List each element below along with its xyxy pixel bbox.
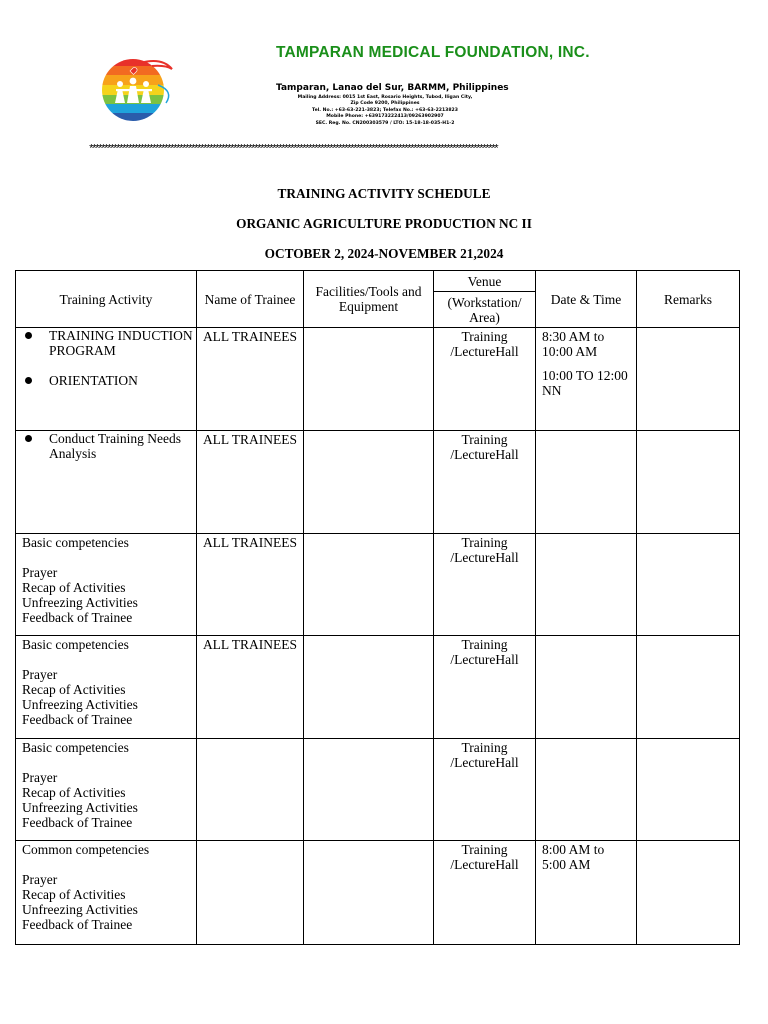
mailing-address: Mailing Address: 0015 1st East, Rosario Heights, Tubod, Iligan City, xyxy=(297,95,473,100)
table-row xyxy=(16,636,740,739)
remarks-cell xyxy=(637,534,740,636)
table-row xyxy=(16,328,740,431)
training-schedule-table xyxy=(15,270,740,945)
activity-item: Feedback of Trainee xyxy=(22,712,133,727)
facilities-cell xyxy=(304,431,434,534)
competency-title: Common competencies xyxy=(22,842,150,857)
telephone: Tel. No.: +63-63-221-3823; Telefax No.: +63-63-2213823 xyxy=(312,107,458,113)
document-title: TRAINING ACTIVITY SCHEDULE xyxy=(277,186,491,201)
date-time-entry: 8:30 AM to 10:00 AM xyxy=(542,329,605,359)
bullet-icon xyxy=(25,377,32,384)
activity-cell xyxy=(16,636,197,739)
activity-item: Prayer xyxy=(22,872,58,887)
date-time-cell xyxy=(536,328,637,431)
table-row xyxy=(16,841,740,945)
trainee-cell: ALL TRAINEES xyxy=(197,636,304,739)
date-time-cell xyxy=(536,841,637,945)
facilities-cell xyxy=(304,328,434,431)
header-venue-sub: (Workstation/ Area) xyxy=(434,292,536,328)
activity-item: Prayer xyxy=(22,770,58,785)
header-facilities: Facilities/Tools and Equipment xyxy=(304,271,434,328)
venue-cell: Training /LectureHall xyxy=(434,328,536,431)
trainee-cell xyxy=(197,841,304,945)
table-header-row xyxy=(16,271,740,292)
organization-contact-details xyxy=(280,95,490,127)
activity-item: Recap of Activities xyxy=(22,682,126,697)
venue-cell: Training /LectureHall xyxy=(434,841,536,945)
organization-address: Tamparan, Lanao del Sur, BARMM, Philippines xyxy=(276,83,509,93)
date-time-cell xyxy=(536,534,637,636)
header-remarks: Remarks xyxy=(637,271,740,328)
activity-cell xyxy=(16,328,197,431)
venue-cell: Training /LectureHall xyxy=(434,431,536,534)
facilities-cell xyxy=(304,739,434,841)
date-time-entry: 10:00 TO 12:00 NN xyxy=(542,368,628,398)
mobile-phone: Mobile Phone: +639173222413/09263902907 xyxy=(326,114,444,120)
table-row xyxy=(16,739,740,841)
competency-title: Basic competencies xyxy=(22,740,129,755)
activity-cell xyxy=(16,841,197,945)
remarks-cell xyxy=(637,739,740,841)
date-time-cell xyxy=(536,739,637,841)
activity-item: Prayer xyxy=(22,667,58,682)
activity-item: Unfreezing Activities xyxy=(22,595,138,610)
trainee-cell: ALL TRAINEES xyxy=(197,534,304,636)
header-venue: Venue xyxy=(434,271,536,292)
activity-cell xyxy=(16,739,197,841)
activity-item: Unfreezing Activities xyxy=(22,697,138,712)
remarks-cell xyxy=(637,328,740,431)
activity-item: Prayer xyxy=(22,565,58,580)
activity-item: Feedback of Trainee xyxy=(22,917,133,932)
venue-cell: Training /LectureHall xyxy=(434,739,536,841)
venue-cell: Training /LectureHall xyxy=(434,636,536,739)
activity-item: Unfreezing Activities xyxy=(22,902,138,917)
registration-number: SEC. Reg. No. CN200303579 / LTO: 15-18-18-035-H1-2 xyxy=(315,120,455,126)
list-item: ORIENTATION xyxy=(22,373,196,388)
remarks-cell xyxy=(637,841,740,945)
activity-item: Unfreezing Activities xyxy=(22,800,138,815)
facilities-cell xyxy=(304,636,434,739)
facilities-cell xyxy=(304,841,434,945)
organization-name: TAMPARAN MEDICAL FOUNDATION, INC. xyxy=(276,44,590,61)
activity-cell xyxy=(16,431,197,534)
zip-code: Zip Code 9200, Philippines xyxy=(350,101,420,107)
bullet-icon xyxy=(25,332,32,339)
trainee-cell: ALL TRAINEES xyxy=(197,328,304,431)
separator-line: **************************************************************************************************************************************** xyxy=(88,144,497,156)
list-item: Conduct Training Needs Analysis xyxy=(22,431,196,461)
date-time-cell xyxy=(536,636,637,739)
bullet-icon xyxy=(25,435,32,442)
table-row xyxy=(16,534,740,636)
date-time-entry: 8:00 AM to 5:00 AM xyxy=(542,842,605,872)
facilities-cell xyxy=(304,534,434,636)
header-training-activity: Training Activity xyxy=(16,271,197,328)
activity-cell xyxy=(16,534,197,636)
schedule-dates: OCTOBER 2, 2024-NOVEMBER 21,2024 xyxy=(264,246,504,261)
foundation-logo xyxy=(100,55,180,123)
activity-item: Recap of Activities xyxy=(22,580,126,595)
table-row xyxy=(16,431,740,534)
remarks-cell xyxy=(637,636,740,739)
list-item: TRAINING INDUCTION PROGRAM xyxy=(22,328,196,358)
course-title: ORGANIC AGRICULTURE PRODUCTION NC II xyxy=(236,216,532,231)
competency-title: Basic competencies xyxy=(22,637,129,652)
trainee-cell: ALL TRAINEES xyxy=(197,431,304,534)
date-time-cell xyxy=(536,431,637,534)
header-name-of-trainee: Name of Trainee xyxy=(197,271,304,328)
activity-item: Recap of Activities xyxy=(22,785,126,800)
venue-cell: Training /LectureHall xyxy=(434,534,536,636)
header-date-time: Date & Time xyxy=(536,271,637,328)
trainee-cell xyxy=(197,739,304,841)
activity-item: Feedback of Trainee xyxy=(22,815,133,830)
activity-item: Feedback of Trainee xyxy=(22,610,133,625)
remarks-cell xyxy=(637,431,740,534)
activity-item: Recap of Activities xyxy=(22,887,126,902)
competency-title: Basic competencies xyxy=(22,535,129,550)
